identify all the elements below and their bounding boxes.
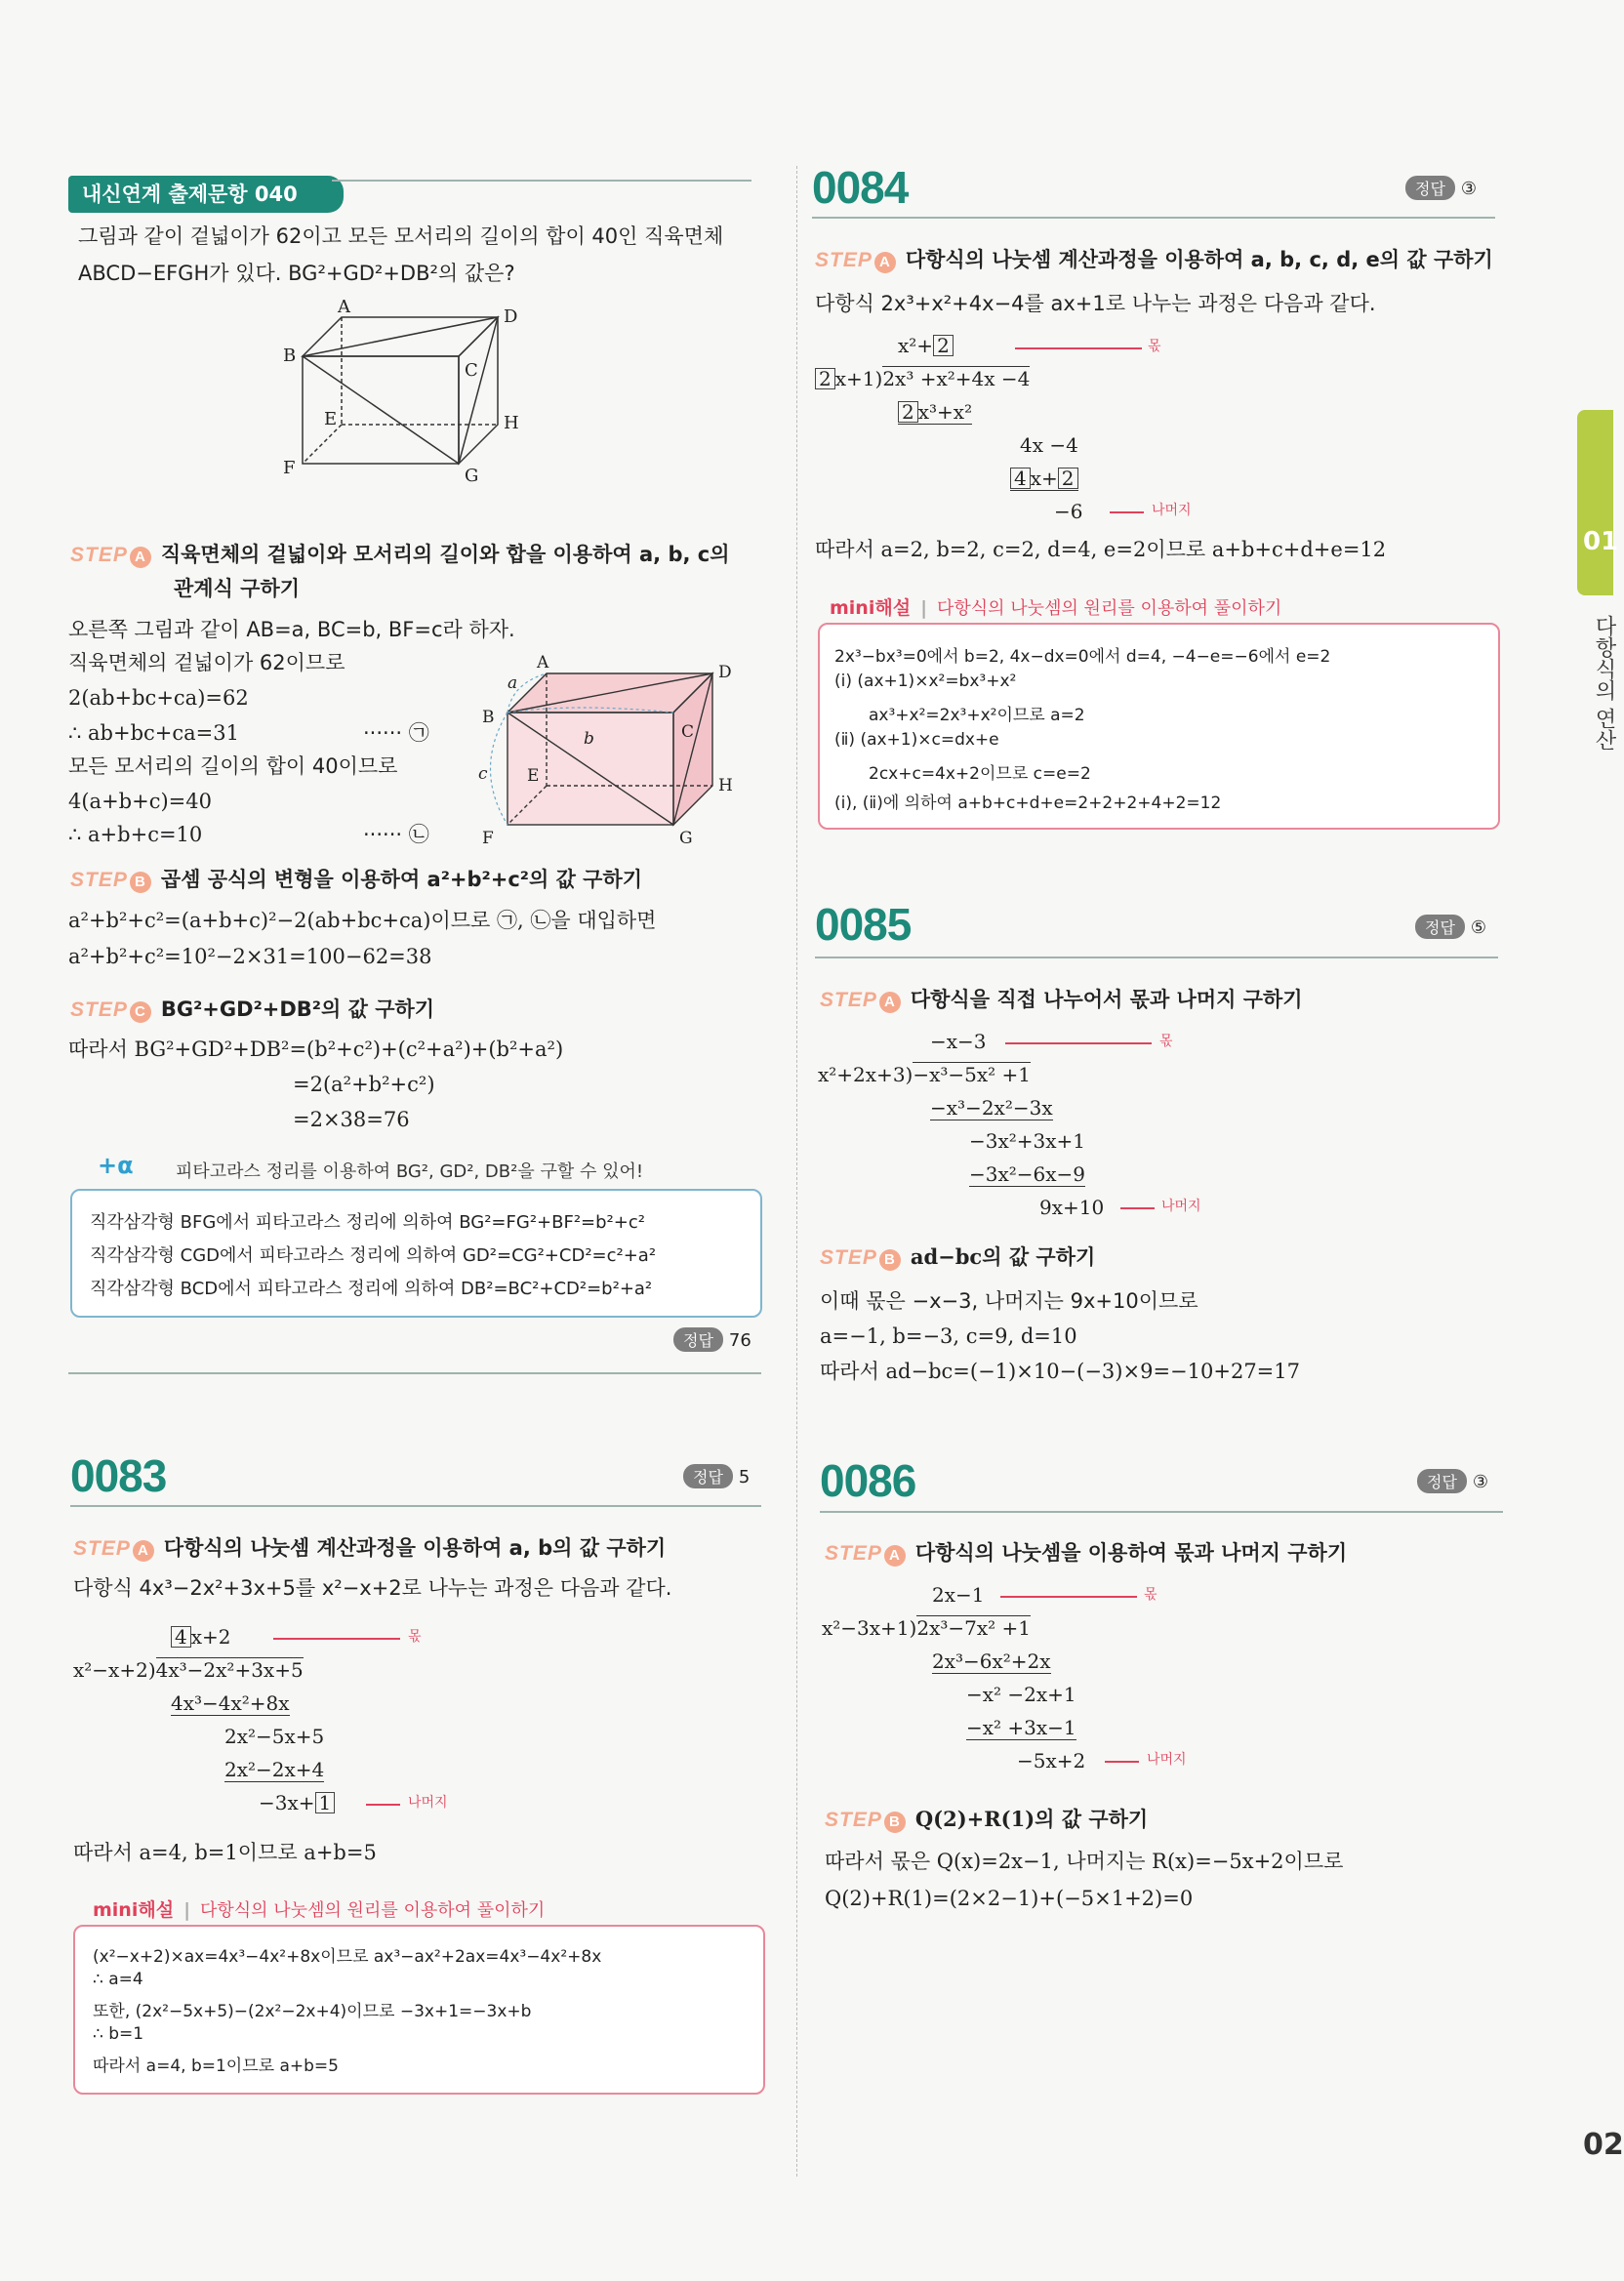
fig2-label-F: F	[482, 829, 494, 848]
chapter-tab-number: 01	[1583, 527, 1619, 556]
answer-0086: 정답 ③	[1417, 1469, 1488, 1493]
p0085-line-1: a=−1, b=−3, c=9, d=10	[820, 1324, 1077, 1348]
column-divider	[796, 166, 797, 2177]
rule-0085	[815, 957, 1498, 958]
division-0084: x²+ 2 2 x+1)2x³ +x²+4x −4 2 x³+x² 4x −4 4 x+ 2 −6	[815, 334, 1205, 529]
mini-0083-line-0: (x²−x+2)×ax=4x³−4x²+8x이므로 ax³−ax²+2ax=4x³−4x²+8x	[93, 1947, 602, 1967]
concl-0083: 따라서 a=4, b=1이므로 a+b=5	[73, 1841, 377, 1864]
plus-line-1: 직각삼각형 CGD에서 피타고라스 정리에 의하여 GD²=CG²+CD²=c²+a²	[90, 1245, 657, 1266]
plus-line-2: 직각삼각형 BCD에서 피타고라스 정리에 의하여 DB²=BC²+CD²=b²+a²	[90, 1279, 653, 1299]
fig2-label-G: G	[679, 829, 693, 848]
rule-0083	[70, 1505, 761, 1507]
mini-0084-line-0: 2x³−bx³=0에서 b=2, 4x−dx=0에서 d=4, −4−e=−6에서 e=2	[834, 647, 1331, 667]
fig2-label-a: a	[508, 673, 518, 693]
fig1-label-C: C	[465, 360, 478, 381]
plus-alpha-head: 피타고라스 정리를 이용하여 BG², GD², DB²을 구할 수 있어!	[176, 1161, 644, 1182]
arrow-quot-0083	[273, 1638, 400, 1640]
mini-0083-line-4: 따라서 a=4, b=1이므로 a+b=5	[93, 2057, 339, 2076]
cuboid-figure-2	[468, 654, 751, 849]
step-b-0086: STEP B Q(2)+R(1)의 값 구하기	[825, 1807, 1149, 1831]
fig2-label-D: D	[718, 663, 732, 682]
plus-line-0: 직각삼각형 BFG에서 피타고라스 정리에 의하여 BG²=FG²+BF²=b²+c²	[90, 1212, 645, 1233]
arrow-quot-0086	[1000, 1596, 1137, 1598]
division-0085: −x−3 x²+2x+3)−x³−5x² +1 −x³−2x²−3x −3x²+3x+1 −3x²−6x−9 9x+10	[818, 1030, 1105, 1219]
badge-040: 내신연계 출제문항 040	[68, 176, 344, 213]
stepa-line-5: 4(a+b+c)=40	[68, 790, 212, 813]
fig2-label-c: c	[478, 764, 488, 784]
p0085-line-2: 따라서 ad−bc=(−1)×10−(−3)×9=−10+27=17	[820, 1360, 1300, 1383]
step-a-040: STEP A 직육면체의 겉넓이와 모서리의 길이와 합을 이용하여 a, b, c의	[70, 543, 730, 566]
arrow-quot-0084	[1015, 347, 1142, 349]
p0085-line-0: 이때 몫은 −x−3, 나머지는 9x+10이므로	[820, 1289, 1198, 1313]
rem-label-0086: 나머지	[1147, 1752, 1187, 1768]
intro-0083: 다항식 4x³−2x²+3x+5를 x²−x+2로 나누는 과정은 다음과 같다.	[73, 1576, 672, 1600]
step-c-040: STEP C BG²+GD²+DB²의 값 구하기	[70, 998, 435, 1021]
section-rule-040	[68, 1372, 761, 1374]
stepb-line-0: a²+b²+c²=(a+b+c)²−2(ab+bc+ca)이므로 ㉠, ㉡을 대입하면	[68, 909, 657, 932]
answer-0084: 정답 ③	[1405, 176, 1477, 200]
question-line-2: ABCD−EFGH가 있다. BG²+GD²+DB²의 값은?	[78, 262, 515, 285]
arrow-rem-0085	[1120, 1207, 1155, 1209]
step-a-0083: STEP A 다항식의 나눗셈 계산과정을 이용하여 a, b의 값 구하기	[73, 1536, 667, 1560]
fig2-label-B: B	[482, 708, 495, 727]
step-b-040: STEP B 곱셈 공식의 변형을 이용하여 a²+b²+c²의 값 구하기	[70, 868, 643, 891]
cuboid-figure-1	[273, 297, 566, 486]
answer-0085: 정답 ⑤	[1415, 915, 1486, 939]
rem-label-0085: 나머지	[1161, 1199, 1201, 1214]
rule-0086	[820, 1511, 1503, 1513]
arrow-rem-0083	[366, 1804, 400, 1806]
step-b-0085: STEP B ad−bc의 값 구하기	[820, 1244, 1096, 1269]
fig1-label-G: G	[465, 466, 479, 486]
stepb-line-1: a²+b²+c²=10²−2×31=100−62=38	[68, 945, 432, 968]
mark-2: ······ ㉡	[363, 823, 429, 846]
step-a-0085: STEP A 다항식을 직접 나누어서 몫과 나머지 구하기	[820, 988, 1303, 1011]
plus-alpha-icon: +α	[98, 1152, 134, 1179]
stepa-line-0: 오른쪽 그림과 같이 AB=a, BC=b, BF=c라 하자.	[68, 618, 515, 641]
step-a-040-line2: 관계식 구하기	[174, 577, 301, 600]
chapter-title-vertical: 다항식의 연산	[1592, 615, 1616, 751]
mini-0083-line-2: 또한, (2x²−5x+5)−(2x²−2x+4)이므로 −3x+1=−3x+b	[93, 2002, 532, 2021]
fig1-label-B: B	[283, 346, 297, 366]
page-number: 02	[1583, 2128, 1624, 2162]
stepa-line-3: ∴ ab+bc+ca=31	[68, 721, 239, 745]
fig2-label-b: b	[584, 729, 594, 749]
stepc-line-1: =2(a²+b²+c²)	[293, 1073, 435, 1096]
fig2-label-C: C	[681, 722, 695, 742]
mini-0084-line-3: (ⅱ) (ax+1)×c=dx+e	[834, 730, 999, 750]
badge-rule	[332, 180, 751, 182]
problem-number-0084: 0084	[812, 162, 909, 213]
division-0086: 2x−1 x²−3x+1)2x³−7x² +1 2x³−6x²+2x −x² −2x+1 −x² +3x−1 −5x+2	[822, 1583, 1086, 1772]
mini-0084-line-4: 2cx+c=4x+2이므로 c=e=2	[869, 764, 1091, 784]
arrow-quot-0085	[1005, 1042, 1152, 1044]
mini-0084-line-2: ax³+x²=2x³+x²이므로 a=2	[869, 706, 1085, 725]
stepa-line-1: 직육면체의 겉넓이가 62이므로	[68, 651, 345, 674]
stepa-line-4: 모든 모서리의 길이의 합이 40이므로	[68, 754, 398, 778]
rem-label-0083: 나머지	[408, 1795, 448, 1811]
mini-0084-line-1: (ⅰ) (ax+1)×x²=bx³+x²	[834, 672, 1017, 691]
rule-0084	[812, 217, 1495, 219]
mini-head-0084: mini해설 | 다항식의 나눗셈의 원리를 이용하여 풀이하기	[830, 597, 1282, 619]
step-a-0086: STEP A 다항식의 나눗셈을 이용하여 몫과 나머지 구하기	[825, 1541, 1348, 1565]
division-0083: 4 x+2 x²−x+2)4x³−2x²+3x+5 4x³−4x²+8x 2x²−5x+5 2x²−2x+4 −3x+ 1	[73, 1625, 483, 1820]
rem-label-0084: 나머지	[1152, 503, 1192, 518]
fig1-label-A: A	[338, 297, 350, 317]
problem-number-0085: 0085	[815, 899, 912, 950]
mini-head-0083: mini해설 | 다항식의 나눗셈의 원리를 이용하여 풀이하기	[93, 1899, 546, 1921]
stepa-line-2: 2(ab+bc+ca)=62	[68, 686, 249, 710]
fig2-label-E: E	[527, 766, 540, 786]
p0086-line-0: 따라서 몫은 Q(x)=2x−1, 나머지는 R(x)=−5x+2이므로	[825, 1850, 1344, 1873]
question-line-1: 그림과 같이 겉넓이가 62이고 모든 모서리의 길이의 합이 40인 직육면체	[78, 224, 724, 248]
stepc-line-0: 따라서 BG²+GD²+DB²=(b²+c²)+(c²+a²)+(b²+a²)	[68, 1038, 564, 1061]
quot-label-0084: 몫	[1148, 339, 1161, 354]
fig1-label-H: H	[504, 413, 519, 433]
stepa-line-6: ∴ a+b+c=10	[68, 823, 203, 846]
mini-0083-line-1: ∴ a=4	[93, 1970, 143, 1989]
quot-label-0085: 몫	[1159, 1034, 1173, 1049]
p0086-line-1: Q(2)+R(1)=(2×2−1)+(−5×1+2)=0	[825, 1887, 1194, 1910]
arrow-rem-0086	[1105, 1761, 1139, 1763]
intro-0084: 다항식 2x³+x²+4x−4를 ax+1로 나누는 과정은 다음과 같다.	[815, 292, 1376, 315]
mini-0083-line-3: ∴ b=1	[93, 2024, 144, 2044]
answer-0083: 정답 5	[683, 1464, 750, 1488]
fig1-label-F: F	[283, 458, 296, 478]
stepc-line-2: =2×38=76	[293, 1108, 410, 1131]
answer-040: 정답 76	[673, 1327, 751, 1352]
fig1-label-E: E	[324, 409, 338, 429]
step-a-0084: STEP A 다항식의 나눗셈 계산과정을 이용하여 a, b, c, d, e의 값 구하기	[815, 248, 1493, 271]
chapter-tab	[1577, 410, 1613, 595]
fig2-label-A: A	[537, 653, 549, 672]
fig1-label-D: D	[504, 306, 518, 327]
arrow-rem-0084	[1110, 511, 1144, 513]
quot-label-0086: 몫	[1144, 1587, 1157, 1603]
fig2-label-H: H	[718, 776, 733, 795]
quot-label-0083: 몫	[408, 1629, 422, 1645]
mini-0084-line-5: (ⅰ), (ⅱ)에 의하여 a+b+c+d+e=2+2+2+4+2=12	[834, 794, 1222, 813]
problem-number-0086: 0086	[820, 1455, 916, 1506]
mark-1: ······ ㉠	[363, 721, 429, 745]
problem-number-0083: 0083	[70, 1450, 167, 1501]
concl-0084: 따라서 a=2, b=2, c=2, d=4, e=2이므로 a+b+c+d+e=12	[815, 538, 1387, 561]
